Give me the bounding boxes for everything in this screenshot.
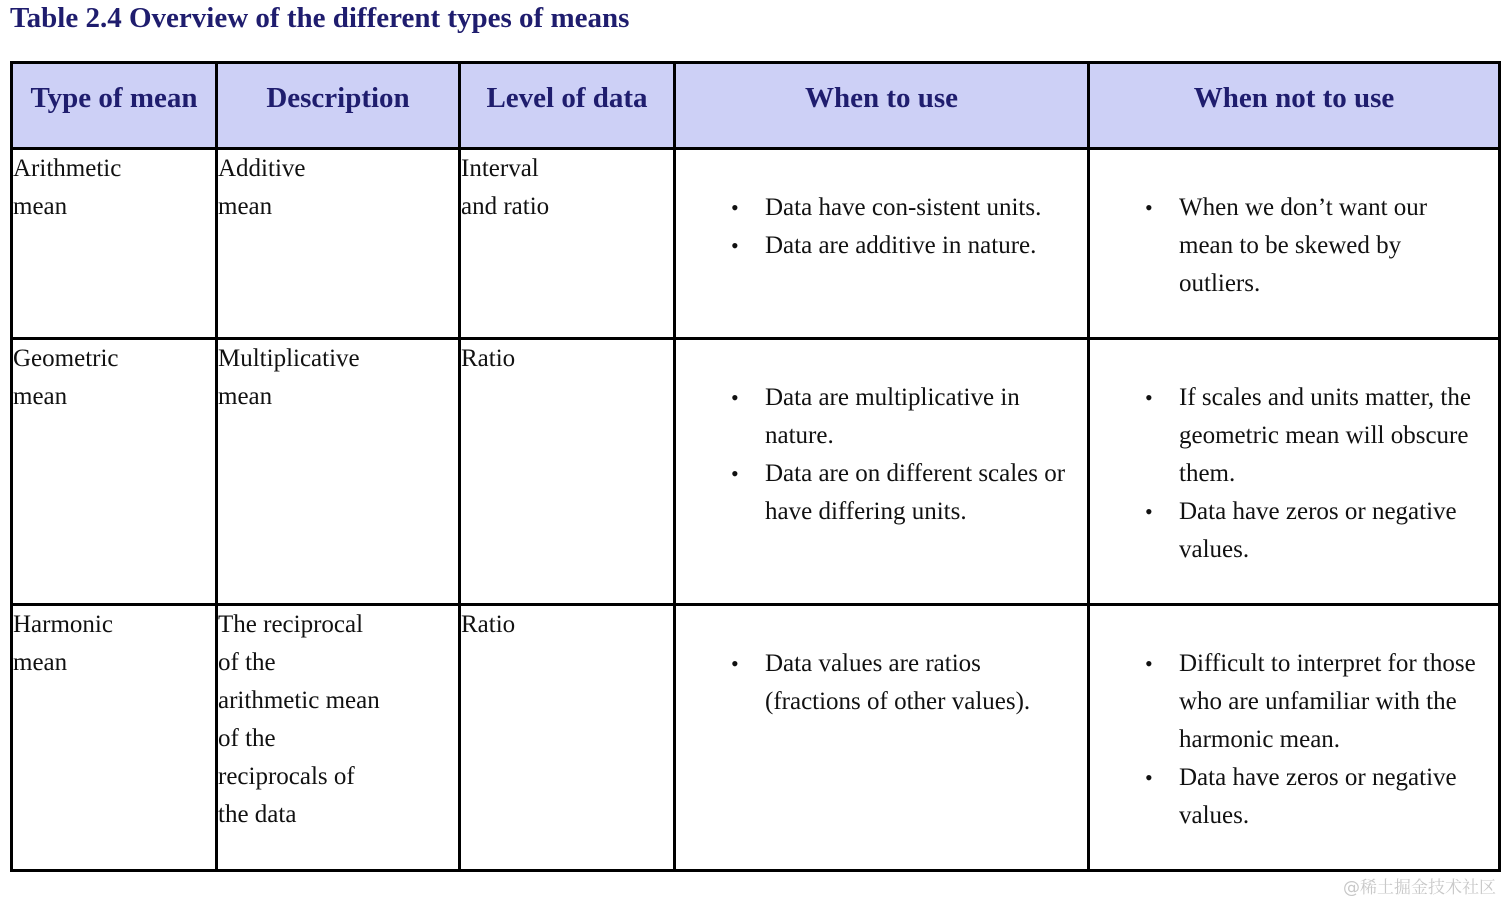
cell-when-to-use <box>675 339 1089 605</box>
list-item: • When we don’t want our mean to be skewed by outliers. <box>1179 189 1474 303</box>
header-row <box>12 63 1500 149</box>
cell-level <box>460 605 675 871</box>
cell-text: Ratio <box>461 345 516 372</box>
table-row <box>12 339 1500 605</box>
cell-when-to-use <box>675 149 1089 339</box>
watermark: @稀土掘金技术社区 <box>1343 878 1496 898</box>
table-caption: Table 2.4 Overview of the different types of means <box>10 2 630 34</box>
header-when-not-to-use: When not to use <box>1089 63 1500 149</box>
list-item: • Data values are ratios (fractions of other values). <box>765 645 1077 721</box>
header-when-to-use: When to use <box>675 63 1089 149</box>
list-item: • Data have zeros or negative values. <box>1179 759 1478 835</box>
header-description: Description <box>217 63 460 149</box>
cell-type <box>12 605 217 871</box>
list-item: • Data are multiplicative in nature. <box>765 379 1077 455</box>
bullet-list <box>676 340 1087 531</box>
bullet-list <box>1090 340 1498 569</box>
cell-description <box>217 339 460 605</box>
cell-text: Ratio <box>461 611 516 638</box>
cell-description <box>217 605 460 871</box>
table-row <box>12 149 1500 339</box>
cell-type <box>12 339 217 605</box>
cell-text: Harmonic mean <box>13 611 113 676</box>
list-item: • Difficult to interpret for those who are unfamiliar with the harmonic mean. <box>1179 645 1478 759</box>
bullet-list <box>1090 606 1498 835</box>
cell-when-to-use <box>675 605 1089 871</box>
header-type-of-mean: Type of mean <box>12 63 217 149</box>
cell-text: Geometric mean <box>13 345 119 410</box>
cell-level <box>460 339 675 605</box>
cell-text: Interval and ratio <box>461 155 550 220</box>
table-row <box>12 605 1500 871</box>
list-item: • Data have zeros or negative values. <box>1179 493 1482 569</box>
cell-text: The reciprocal of the arithmetic mean of the reciprocals of the data <box>218 611 380 828</box>
cell-description <box>217 149 460 339</box>
list-item: • Data have con-sistent units. <box>765 189 1087 227</box>
cell-text: Multiplicative mean <box>218 345 360 410</box>
list-item: • Data are on different scales or have differing units. <box>765 455 1077 531</box>
cell-type <box>12 149 217 339</box>
cell-when-not-to-use <box>1089 149 1500 339</box>
cell-text: Additive mean <box>218 155 306 220</box>
bullet-list <box>676 150 1087 265</box>
means-overview-table <box>10 61 1501 872</box>
bullet-list <box>1090 150 1498 303</box>
list-item: • If scales and units matter, the geometric mean will obscure them. <box>1179 379 1482 493</box>
cell-when-not-to-use <box>1089 605 1500 871</box>
cell-level <box>460 149 675 339</box>
cell-text: Arithmetic mean <box>13 155 122 220</box>
list-item: • Data are additive in nature. <box>765 227 1087 265</box>
bullet-list <box>676 606 1087 721</box>
cell-when-not-to-use <box>1089 339 1500 605</box>
header-level-of-data: Level of data <box>460 63 675 149</box>
